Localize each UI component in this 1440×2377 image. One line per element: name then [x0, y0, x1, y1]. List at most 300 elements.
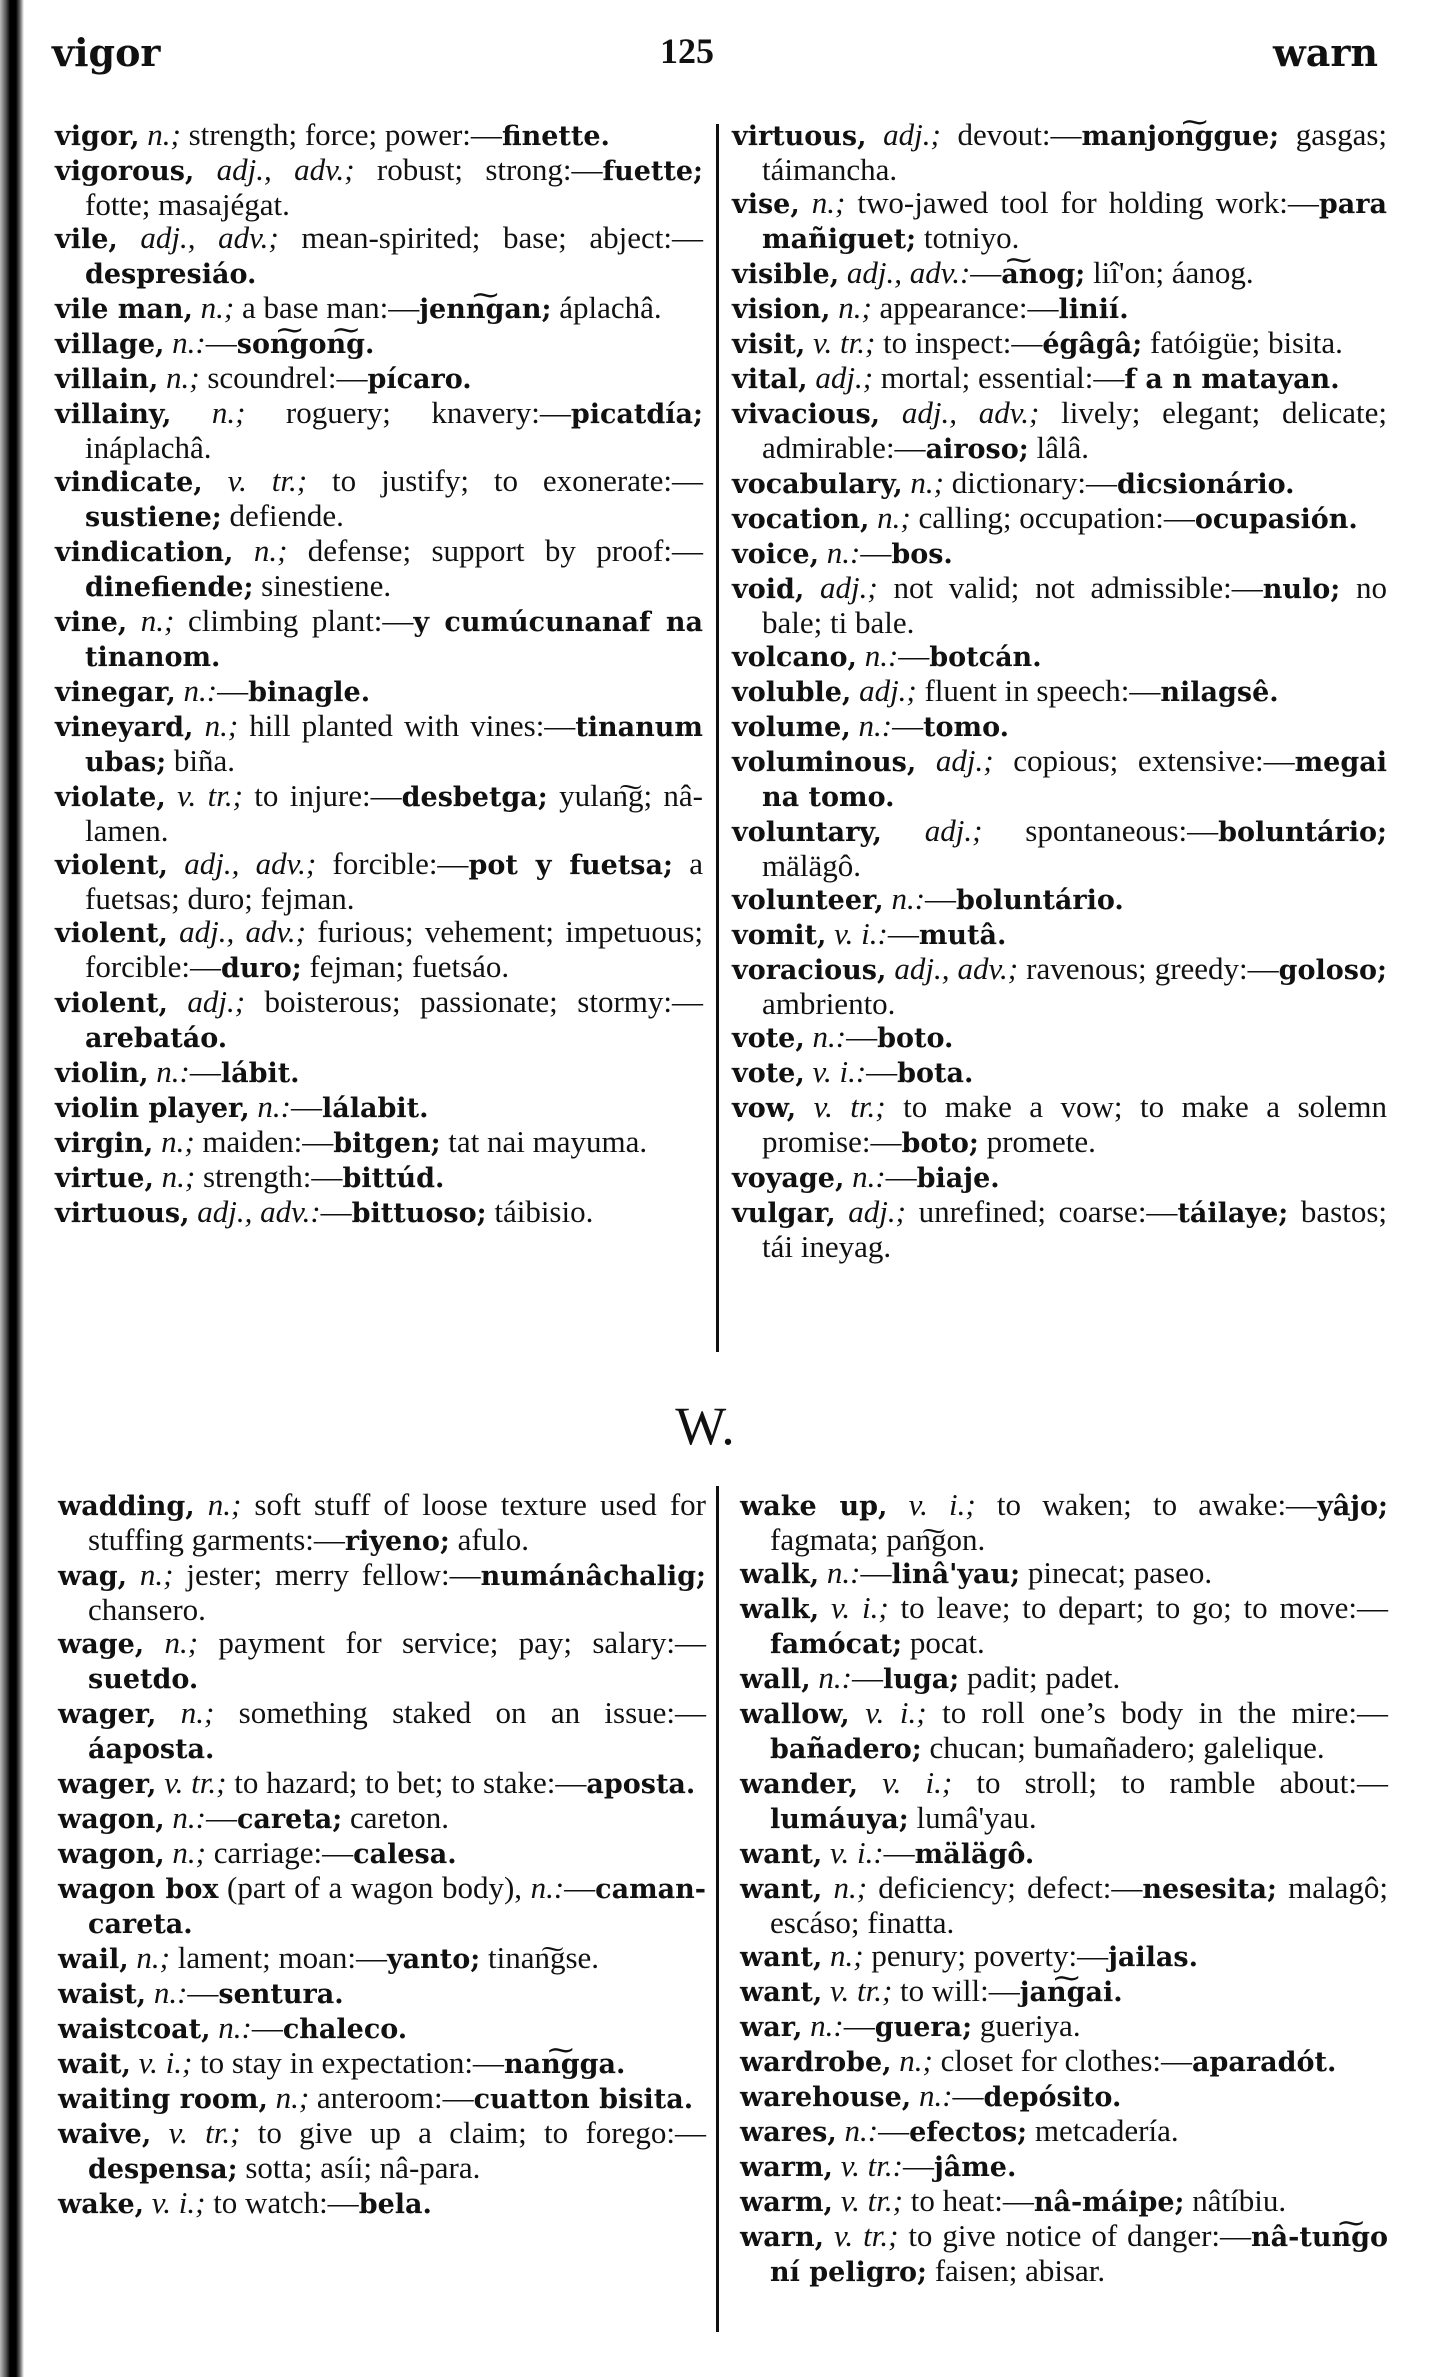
translation: nâ-tun͠go ní peligro;	[770, 2222, 1388, 2288]
translation: sentura.	[218, 1979, 344, 2010]
translation: ocupasión.	[1194, 504, 1358, 535]
part-of-speech: v. tr.;	[813, 325, 876, 360]
part-of-speech: adj.;	[859, 673, 917, 708]
dictionary-entry	[55, 847, 703, 915]
definition: unrefined; coarse:—	[905, 1194, 1178, 1229]
part-of-speech: n.:	[810, 2008, 844, 2043]
headword: violent,	[55, 918, 168, 949]
part-of-speech: v. tr.;	[813, 1089, 886, 1124]
translation: tomo.	[923, 712, 1010, 743]
translation: linií.	[1058, 294, 1129, 325]
part-of-speech: n.;	[899, 2043, 933, 2078]
dictionary-entry	[732, 952, 1387, 1020]
translation: bota.	[897, 1058, 974, 1089]
note: (part of a wagon body),	[218, 1870, 531, 1905]
alternates: gasgas; táimancha.	[762, 117, 1387, 187]
headword: walk,	[740, 1594, 820, 1625]
translation: nesesita;	[1142, 1874, 1277, 1905]
part-of-speech: n.;	[166, 360, 200, 395]
alternates: lâlâ.	[1028, 430, 1089, 465]
translation: áaposta.	[88, 1734, 215, 1765]
translation: boto;	[901, 1128, 979, 1159]
part-of-speech: adj., adv.;	[216, 152, 355, 187]
headword: want,	[740, 1977, 823, 2008]
part-of-speech: adj., adv.:	[197, 1194, 321, 1229]
translation: jan͠gai.	[1019, 1977, 1123, 2008]
definition: to heat:—	[902, 2183, 1034, 2218]
headword: warehouse,	[740, 2082, 912, 2113]
definition: —	[251, 2010, 283, 2045]
dictionary-entry	[732, 639, 1387, 674]
translation: riyeno;	[344, 1526, 450, 1557]
translation: biaje.	[916, 1163, 1000, 1194]
definition: defense; support by proof:—	[287, 533, 703, 568]
dictionary-entry	[55, 153, 703, 221]
translation: égâgâ;	[1042, 329, 1143, 360]
definition: maiden:—	[194, 1124, 334, 1159]
translation: sustiene;	[85, 502, 222, 533]
part-of-speech: n.;	[161, 1159, 196, 1194]
definition: —	[892, 708, 924, 743]
translation: careta;	[236, 1804, 343, 1835]
definition: —	[320, 1194, 352, 1229]
definition: —	[925, 881, 957, 916]
part-of-speech: n.;	[139, 1557, 174, 1592]
definition: to will:—	[892, 1973, 1020, 2008]
definition: hill planted with vines:—	[238, 708, 576, 743]
dictionary-entry	[58, 2046, 706, 2081]
alternates: a fuetsas; duro; fejman.	[85, 846, 703, 916]
definition: copious; extensive:—	[993, 743, 1295, 778]
headword: wadding,	[58, 1491, 195, 1522]
definition: ravenous; greedy:—	[1018, 951, 1279, 986]
translation: caman-careta.	[88, 1874, 707, 1940]
translation: fuette;	[602, 156, 703, 187]
headword: vineyard,	[55, 712, 194, 743]
part-of-speech: adj., adv.:	[846, 255, 971, 290]
dictionary-entry	[740, 2044, 1388, 2079]
translation: nâ-máipe;	[1033, 2187, 1185, 2218]
part-of-speech: n.;	[877, 500, 911, 535]
definition: to roll one’s body in the mire:—	[926, 1695, 1388, 1730]
definition: deficiency; defect:—	[867, 1870, 1143, 1905]
dictionary-entry	[58, 1976, 706, 2011]
dictionary-entry	[58, 2186, 706, 2221]
translation: botcán.	[929, 642, 1042, 673]
translation: nan͠gga.	[503, 2049, 626, 2080]
headword: virgin,	[55, 1128, 154, 1159]
dictionary-entry	[740, 2079, 1388, 2114]
part-of-speech: n.:	[172, 325, 206, 360]
dictionary-entry	[55, 674, 703, 709]
part-of-speech: adj., adv.;	[179, 914, 307, 949]
dictionary-entry	[732, 917, 1387, 952]
part-of-speech: n.;	[140, 603, 175, 638]
headword: waistcoat,	[58, 2014, 211, 2045]
headword: visit,	[732, 329, 806, 360]
definition: lively; elegant; delicate; admirable:—	[762, 395, 1387, 465]
dictionary-entry	[732, 744, 1387, 814]
part-of-speech: adj., adv.;	[894, 951, 1019, 986]
dictionary-entry	[740, 1591, 1388, 1661]
definition: —	[866, 1054, 898, 1089]
definition: roguery; knavery:—	[245, 395, 571, 430]
translation: y cumúcunanaf na tinanom.	[85, 607, 703, 673]
definition: mean-spirited; base; abject:—	[278, 220, 703, 255]
part-of-speech: n.:	[891, 881, 926, 916]
headword: warm,	[740, 2152, 833, 2183]
alternates: totniyo.	[916, 220, 1020, 255]
definition: to injure:—	[242, 778, 402, 813]
alternates: yulan͠g; nâ-lamen.	[85, 778, 703, 848]
translation: manjon͠ggue;	[1081, 121, 1280, 152]
headword: voracious,	[732, 955, 887, 986]
dictionary-entry	[55, 915, 703, 985]
alternates: pocat.	[902, 1625, 985, 1660]
translation: tinanum ubas;	[85, 712, 703, 778]
part-of-speech: v. i.;	[830, 1590, 889, 1625]
headword: vivacious,	[732, 399, 881, 430]
dictionary-entry	[55, 396, 703, 464]
dictionary-entry	[732, 186, 1387, 256]
dictionary-entry	[732, 1090, 1387, 1160]
part-of-speech: n.;	[147, 117, 181, 152]
definition: —	[970, 255, 1002, 290]
part-of-speech: v. i.;	[138, 2045, 193, 2080]
translation: dicsionário.	[1117, 469, 1295, 500]
dictionary-entry	[55, 534, 703, 604]
part-of-speech: n.:	[844, 2113, 879, 2148]
definition: spontaneous:—	[982, 813, 1219, 848]
dictionary-entry	[740, 2009, 1388, 2044]
definition: soft stuff of loose texture used for stuffing garments:—	[88, 1487, 707, 1557]
headword: vital,	[732, 364, 808, 395]
part-of-speech: n.:	[826, 535, 861, 570]
definition: —	[187, 1975, 219, 2010]
part-of-speech: n.;	[164, 1625, 199, 1660]
alternates: defiende.	[221, 498, 344, 533]
definition: —	[883, 1835, 915, 1870]
dictionary-entry	[58, 1941, 706, 1976]
headword: voyage,	[732, 1163, 845, 1194]
part-of-speech: n.;	[172, 1835, 206, 1870]
translation: calesa.	[353, 1839, 457, 1870]
headword: violent,	[55, 988, 168, 1019]
definition: to make a vow; to make a solemn promise:—	[762, 1089, 1387, 1159]
part-of-speech: n.;	[161, 1124, 195, 1159]
column-v-left	[55, 118, 703, 1230]
definition: appearance:—	[871, 290, 1059, 325]
definition: dictionary:—	[943, 465, 1117, 500]
translation: f a n matayan.	[1124, 364, 1340, 395]
alternates: no bale; ti bale.	[762, 570, 1388, 640]
definition: —	[189, 1054, 221, 1089]
dictionary-entry	[732, 256, 1387, 291]
headword: vote,	[732, 1058, 805, 1089]
translation: despensa;	[88, 2154, 238, 2185]
alternates: fotte; masajégat.	[85, 187, 290, 222]
dictionary-entry	[732, 1195, 1387, 1263]
dictionary-entry	[55, 118, 703, 153]
part-of-speech: v. tr.:	[840, 2148, 903, 2183]
definition: —	[205, 325, 237, 360]
translation: bos.	[891, 539, 953, 570]
part-of-speech: v. i.;	[908, 1487, 976, 1522]
definition: forcible:—	[316, 846, 469, 881]
dictionary-entry	[55, 1125, 703, 1160]
alternates: afulo.	[449, 1522, 530, 1557]
dictionary-entry	[55, 709, 703, 779]
dictionary-entry	[55, 221, 703, 291]
dictionary-entry	[58, 2081, 706, 2116]
definition: —	[843, 2008, 875, 2043]
translation: pícaro.	[367, 364, 472, 395]
translation: despresiáo.	[85, 259, 257, 290]
part-of-speech: v. i.;	[882, 1765, 953, 1800]
dictionary-entry	[740, 1766, 1388, 1836]
part-of-speech: n.:	[812, 1019, 847, 1054]
dictionary-entry	[732, 536, 1387, 571]
alternates: fatóigüe; bisita.	[1142, 325, 1343, 360]
headword: vine,	[55, 607, 128, 638]
part-of-speech: v. i.:	[812, 1054, 867, 1089]
headword: wager,	[58, 1699, 157, 1730]
part-of-speech: n.:	[826, 1555, 861, 1590]
part-of-speech: n.;	[838, 290, 872, 325]
part-of-speech: n.;	[207, 1487, 242, 1522]
translation: guera;	[874, 2012, 973, 2043]
alternates: ináplachâ.	[85, 430, 212, 465]
dictionary-entry	[55, 326, 703, 361]
headword: warn,	[740, 2222, 824, 2253]
definition: —	[885, 1159, 917, 1194]
part-of-speech: n.;	[211, 395, 246, 430]
translation: lábit.	[220, 1058, 300, 1089]
part-of-speech: n.;	[833, 1870, 868, 1905]
dictionary-entry	[58, 1558, 706, 1626]
part-of-speech: n.:	[156, 1054, 190, 1089]
alternates: sotta; asíi; nâ-para.	[237, 2150, 481, 2185]
translation: boto.	[877, 1023, 954, 1054]
dictionary-entry	[55, 985, 703, 1055]
part-of-speech: n.:	[918, 2078, 953, 2113]
dictionary-entry	[732, 361, 1387, 396]
definition: strength; force; power:—	[180, 117, 502, 152]
definition: carriage:—	[205, 1835, 354, 1870]
headword: vigorous,	[55, 156, 195, 187]
headword: volunteer,	[732, 885, 884, 916]
translation: bittúd.	[342, 1163, 445, 1194]
definition: to stay in expectation:—	[192, 2045, 504, 2080]
alternates: táibisio.	[486, 1194, 594, 1229]
part-of-speech: n.:	[864, 638, 899, 673]
dictionary-entry	[55, 1195, 703, 1230]
part-of-speech: v. i.:	[830, 1835, 884, 1870]
dictionary-entry	[740, 2114, 1388, 2149]
part-of-speech: v. tr.;	[168, 2115, 241, 2150]
definition: strength:—	[195, 1159, 343, 1194]
headword: want,	[740, 1942, 823, 1973]
translation: táilaye;	[1177, 1198, 1289, 1229]
definition: —	[902, 2148, 934, 2183]
translation: para mañiguet;	[762, 189, 1388, 255]
alternates: tat nai mayuma.	[440, 1124, 648, 1159]
headword: vile,	[55, 224, 118, 255]
part-of-speech: adj.;	[820, 570, 878, 605]
translation: linâ'yau;	[891, 1559, 1021, 1590]
part-of-speech: n.;	[910, 465, 944, 500]
definition: to inspect:—	[875, 325, 1043, 360]
alternates: bastos; tái ineyag.	[762, 1194, 1388, 1264]
dictionary-entry	[58, 1696, 706, 1766]
translation: duro;	[221, 953, 302, 984]
headword: wagon box	[58, 1874, 219, 1905]
headword: wager,	[58, 1769, 157, 1800]
part-of-speech: v. tr.;	[840, 2183, 903, 2218]
part-of-speech: n.:	[218, 2010, 252, 2045]
translation: binagle.	[248, 677, 371, 708]
alternates: biña.	[166, 743, 236, 778]
headword: vocabulary,	[732, 469, 903, 500]
definition: two-jawed tool for holding work:—	[845, 185, 1319, 220]
dictionary-entry	[740, 1836, 1388, 1871]
alternates: fagmata; pan͠gon.	[770, 1522, 986, 1557]
translation: mälägô.	[914, 1839, 1035, 1870]
translation: boluntário.	[956, 885, 1124, 916]
definition: a base man:—	[234, 290, 420, 325]
translation: luga;	[882, 1664, 960, 1695]
definition: —	[887, 916, 919, 951]
translation: numánâchalig;	[480, 1561, 706, 1592]
dictionary-entry	[732, 466, 1387, 501]
section-letter: W.	[675, 1396, 735, 1456]
dictionary-entry	[732, 291, 1387, 326]
headword: wag,	[58, 1561, 128, 1592]
translation: megai na tomo.	[762, 747, 1387, 813]
alternates: faisen; abisar.	[926, 2253, 1106, 2288]
page-number: 125	[660, 31, 714, 71]
definition: not valid; not admissible:—	[877, 570, 1263, 605]
headword: vow,	[732, 1093, 797, 1124]
definition: calling; occupation:—	[910, 500, 1195, 535]
definition: penury; poverty:—	[863, 1938, 1109, 1973]
part-of-speech: n.;	[180, 1695, 215, 1730]
dictionary-entry	[740, 2149, 1388, 2184]
part-of-speech: n.:	[257, 1089, 291, 1124]
dictionary-entry	[740, 2184, 1388, 2219]
headword: wage,	[58, 1629, 145, 1660]
definition: climbing plant:—	[174, 603, 414, 638]
headword: warm,	[740, 2187, 833, 2218]
translation: mutâ.	[918, 920, 1007, 951]
dictionary-entry	[732, 501, 1387, 536]
translation: aposta.	[586, 1769, 696, 1800]
part-of-speech: adj., adv.;	[901, 395, 1040, 430]
alternates: malagô; escáso; finatta.	[770, 1870, 1389, 1940]
part-of-speech: adj.;	[187, 984, 246, 1019]
part-of-speech: v. tr.;	[177, 778, 243, 813]
section-heading	[0, 1395, 1440, 1457]
translation: pot y fuetsa;	[468, 850, 673, 881]
alternates: tinan͠gse.	[480, 1940, 600, 1975]
dictionary-entry	[732, 814, 1387, 882]
part-of-speech: n.:	[818, 1660, 852, 1695]
definition: —	[860, 535, 892, 570]
dictionary-entry	[732, 882, 1387, 917]
translation: airoso;	[925, 434, 1029, 465]
headword: voice,	[732, 539, 819, 570]
definition: scoundrel:—	[199, 360, 368, 395]
headword: vision,	[732, 294, 831, 325]
definition: something staked on an issue:—	[214, 1695, 707, 1730]
translation: dinefiende;	[85, 572, 254, 603]
headword: wait,	[58, 2049, 131, 2080]
dictionary-entry	[58, 2116, 706, 2186]
alternates: ambriento.	[762, 986, 896, 1021]
definition: —	[564, 1870, 596, 1905]
dictionary-entry	[55, 1160, 703, 1195]
definition: lament; moan:—	[169, 1940, 387, 1975]
dictionary-entry	[55, 464, 703, 534]
definition: —	[898, 638, 930, 673]
part-of-speech: v. tr.;	[227, 463, 308, 498]
translation: aparadót.	[1192, 2047, 1337, 2078]
definition: robust; strong:—	[354, 152, 603, 187]
headword: want,	[740, 1839, 823, 1870]
dictionary-entry	[740, 1661, 1388, 1696]
definition: mortal; essential:—	[873, 360, 1125, 395]
dictionary-entry	[58, 1766, 706, 1801]
headword: vindication,	[55, 537, 234, 568]
column-divider	[716, 1486, 719, 2332]
translation: finette.	[501, 121, 610, 152]
translation: son͠gon͠g.	[236, 329, 375, 360]
definition: —	[952, 2078, 984, 2113]
dictionary-entry	[732, 118, 1387, 186]
dictionary-entry	[732, 571, 1387, 639]
alternates: liî'on; áanog.	[1085, 255, 1254, 290]
part-of-speech: v. i.;	[151, 2185, 206, 2220]
headword: vocation,	[732, 504, 870, 535]
definition: —	[217, 673, 249, 708]
part-of-speech: n.:	[858, 708, 893, 743]
dictionary-entry	[732, 1160, 1387, 1195]
definition: —	[846, 1019, 878, 1054]
definition: —	[205, 1800, 237, 1835]
definition: to watch:—	[205, 2185, 359, 2220]
translation: famócat;	[770, 1629, 903, 1660]
translation: desbetga;	[401, 782, 548, 813]
translation: picatdía;	[570, 399, 703, 430]
dictionary-entry	[58, 1836, 706, 1871]
dictionary-entry	[732, 396, 1387, 466]
definition: to waken; to awake:—	[975, 1487, 1318, 1522]
headword: voluntary,	[732, 817, 882, 848]
headword: visible,	[732, 259, 840, 290]
translation: boluntário;	[1218, 817, 1388, 848]
alternates: mälägô.	[762, 848, 861, 883]
dictionary-entry	[732, 326, 1387, 361]
part-of-speech: adj.;	[935, 743, 994, 778]
column-v-right	[732, 118, 1387, 1263]
alternates: pinecat; paseo.	[1020, 1555, 1213, 1590]
part-of-speech: v. tr.;	[164, 1765, 227, 1800]
headword: vomit,	[732, 920, 827, 951]
definition: —	[860, 1555, 892, 1590]
dictionary-entry	[740, 1696, 1388, 1766]
part-of-speech: v. i.:	[834, 916, 888, 951]
headword: wake up,	[740, 1491, 888, 1522]
